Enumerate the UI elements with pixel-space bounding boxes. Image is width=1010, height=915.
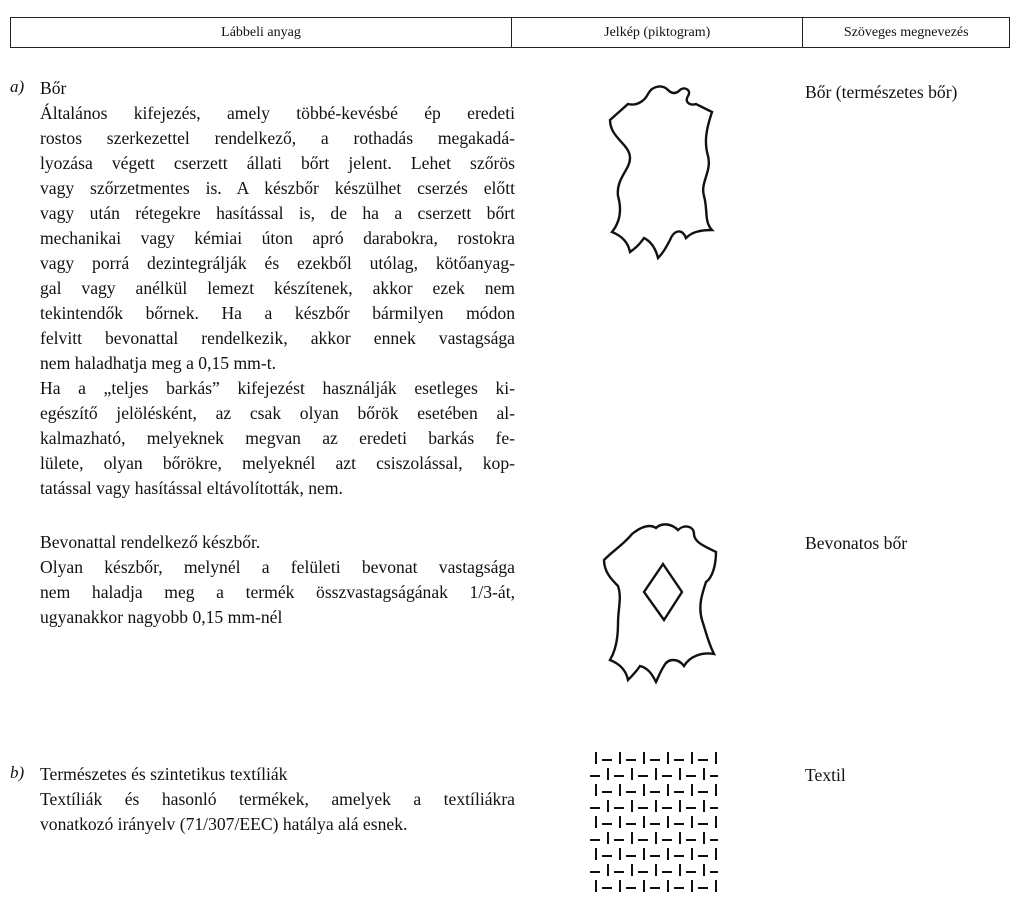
text-line: nem haladja meg a termék összvastagságának 1/3-át, — [40, 582, 515, 602]
table-header — [10, 17, 1010, 48]
text-line: felvitt bevonattal rendelkezik, akkor ennek vastagsága — [40, 328, 515, 348]
text-line: kalmazható, melyeknek megvan az eredeti barkás fe- — [40, 428, 515, 448]
section-b-title: Természetes és szintetikus textíliák — [40, 764, 288, 784]
text-line: tatással vagy hasítással eltávolították, nem. — [40, 478, 343, 498]
coated-leather-icon — [598, 520, 728, 685]
textile-weave-icon — [586, 748, 718, 898]
designation-textile: Textil — [805, 765, 846, 785]
text-line: nem haladhatja meg a 0,15 mm-t. — [40, 353, 276, 373]
text-line: vonatkozó irányelv (71/307/EEC) hatálya alá esnek. — [40, 814, 408, 834]
designation-coated-leather: Bevonatos bőr — [805, 533, 908, 553]
section-a-title: Bőr — [40, 78, 67, 98]
text-line: vagy szőrzetmentes is. A készbőr készülhet cserzés előtt — [40, 178, 515, 198]
text-line: Általános kifejezés, amely többé-kevésbé ép eredeti — [40, 103, 515, 123]
section-b-text — [40, 762, 515, 837]
text-line: Olyan készbőr, melynél a felületi bevonat vastagsága — [40, 557, 515, 577]
header-text-designation: Szöveges megnevezés — [843, 24, 969, 40]
text-line: Textíliák és hasonló termékek, amelyek a textíliákra — [40, 789, 515, 809]
text-line: gal vagy anélkül lemezt készítenek, akkor ezek nem — [40, 278, 515, 298]
leather-hide-icon — [600, 82, 725, 262]
text-line: vagy után rétegekre hasítással is, de ha a cserzett bőrt — [40, 203, 515, 223]
text-line: lülete, olyan bőrökre, melyeknél azt csiszolással, kop- — [40, 453, 515, 473]
text-line: tekintendők bőrnek. Ha a készbőr bármilyen módon — [40, 303, 515, 323]
text-line: vagy porrá dezintegrálják és ezekből utólag, kötőanyag- — [40, 253, 515, 273]
text-line: egészítő jelölésként, az csak olyan bőrök esetében al- — [40, 403, 515, 423]
text-line: lyozása végett cserzett állati bőrt jelent. Lehet szőrös — [40, 153, 515, 173]
text-line: mechanikai vagy kémiai úton apró darabokra, rostokra — [40, 228, 515, 248]
section-a-text — [40, 76, 515, 501]
text-line: Bevonattal rendelkező készbőr. — [40, 532, 261, 552]
section-a-label: a) — [10, 77, 25, 96]
text-line: Ha a „teljes barkás” kifejezést használják esetleges ki- — [40, 378, 515, 398]
coated-leather-text — [40, 530, 515, 630]
section-b-label: b) — [10, 763, 25, 782]
header-pictogram: Jelkép (piktogram) — [512, 18, 803, 47]
designation-natural-leather: Bőr (természetes bőr) — [805, 82, 958, 102]
header-footwear-material: Lábbeli anyag — [11, 18, 512, 47]
text-line: rostos szerkezettel rendelkező, a rothadás megakadá- — [40, 128, 515, 148]
text-line: ugyanakkor nagyobb 0,15 mm-nél — [40, 607, 283, 627]
